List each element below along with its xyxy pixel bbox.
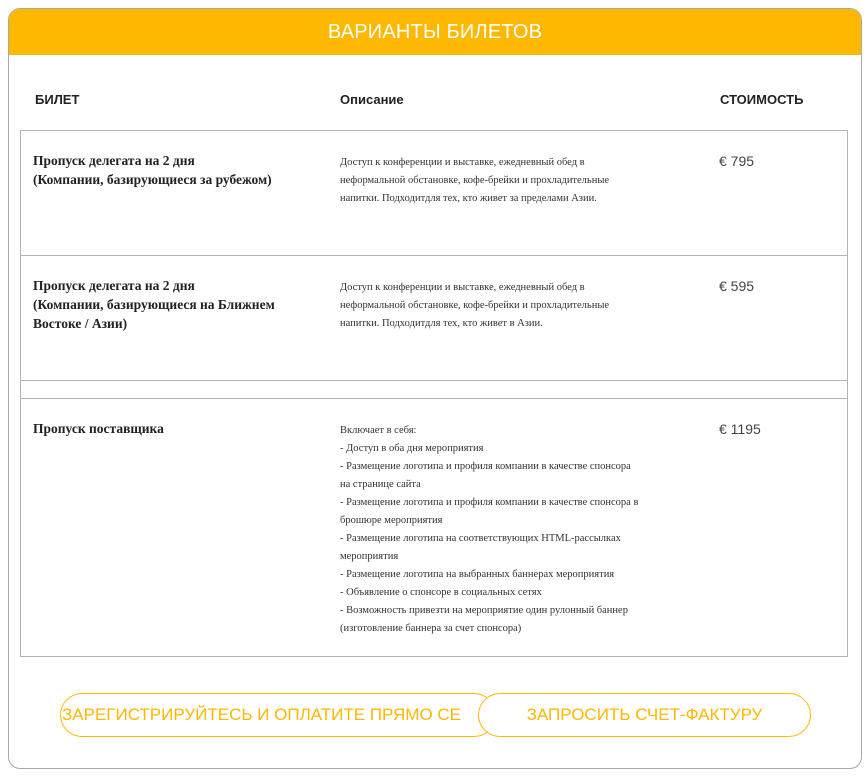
description-item: - Размещение логотипа на соответствующих HTML-рассылках мероприятия xyxy=(340,533,621,562)
column-header-price: СТОИМОСТЬ xyxy=(720,92,804,107)
ticket-name-line: (Компании, базирующиеся за рубежом) xyxy=(33,172,272,187)
ticket-name-line: (Компании, базирующиеся на Ближнем Востоке / Азии) xyxy=(33,297,275,331)
ticket-description: Доступ к конференции и выставке, ежедневный обед в неформальной обстановке, кофе-брейки и прохладительные напитки. Подходитдля тех, кто живет в Азии. xyxy=(340,282,610,329)
column-header-description: Описание xyxy=(340,92,404,107)
description-item: - Доступ в оба дня мероприятия xyxy=(340,443,484,454)
ticket-name xyxy=(33,276,293,333)
ticket-description: Доступ к конференции и выставке, ежедневный обед в неформальной обстановке, кофе-брейки и прохладительные напитки. Подходитдля тех, кто живет за пределами Азии. xyxy=(340,157,610,204)
ticket-name xyxy=(33,151,293,189)
description-item: - Объявление о спонсоре в социальных сетях xyxy=(340,587,542,598)
ticket-description xyxy=(340,422,640,638)
ticket-price: € 795 xyxy=(719,153,755,169)
ticket-name xyxy=(33,419,293,438)
tickets-table xyxy=(20,130,848,657)
ticket-price: € 595 xyxy=(719,278,755,294)
column-header-ticket: БИЛЕТ xyxy=(35,92,80,107)
table-spacer-row xyxy=(20,380,848,399)
ticket-name-line: Пропуск делегата на 2 дня xyxy=(33,153,195,168)
ticket-name-line: Пропуск поставщика xyxy=(33,421,164,436)
description-item: - Возможность привезти на мероприятие один рулонный баннер (изготовление баннера за счет спонсора) xyxy=(340,605,628,634)
table-row xyxy=(20,398,848,657)
card-title: ВАРИАНТЫ БИЛЕТОВ xyxy=(327,21,543,43)
table-row xyxy=(20,130,848,256)
table-row xyxy=(20,255,848,381)
register-and-pay-button[interactable]: ЗАРЕГИСТРИРУЙТЕСЬ И ОПЛАТИТЕ ПРЯМО СЕ xyxy=(60,693,496,737)
ticket-price: € 1195 xyxy=(719,421,761,437)
description-item: - Размещение логотипа и профиля компании в качестве спонсора на странице сайта xyxy=(340,461,631,490)
ticket-name-line: Пропуск делегата на 2 дня xyxy=(33,278,195,293)
description-item: - Размещение логотипа на выбранных баннерах мероприятия xyxy=(340,569,615,580)
card-header xyxy=(9,9,861,55)
description-item: - Размещение логотипа и профиля компании в качестве спонсора в брошюре мероприятия xyxy=(340,497,639,526)
request-invoice-button[interactable]: ЗАПРОСИТЬ СЧЕТ-ФАКТУРУ xyxy=(478,693,811,737)
description-item: Включает в себя: xyxy=(340,425,417,436)
ticket-options-card xyxy=(8,8,862,769)
